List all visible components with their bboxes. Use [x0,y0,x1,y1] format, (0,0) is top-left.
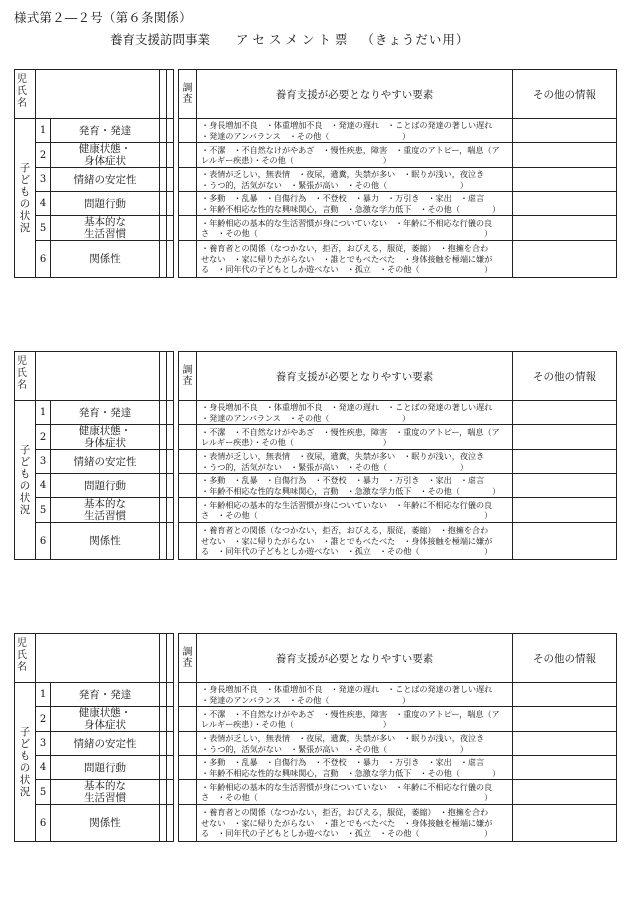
row-number: 3 [36,168,51,192]
survey-check-cell[interactable] [179,425,197,450]
check-cell[interactable] [167,401,174,425]
row-category-label: 健康状態・ 身体症状 [51,143,160,168]
row-category-label: 健康状態・ 身体症状 [51,425,160,450]
factor-description: ・身長増加不良 ・体重増加不良 ・発達の遅れ ・ことばの発達の著しい遅れ ・発達のアンバランス ・その他（ ） [197,683,513,707]
other-info-cell[interactable] [513,450,617,474]
assessment-row [15,523,617,560]
row-category-label: 問題行動 [51,192,160,216]
survey-check-cell[interactable] [179,401,197,425]
other-info-cell[interactable] [513,732,617,756]
survey-check-cell[interactable] [179,168,197,192]
factors-header: 養育支援が必要となりやすい要素 [197,70,513,119]
other-info-cell[interactable] [513,119,617,143]
check-cell[interactable] [167,474,174,498]
factor-description: ・表情が乏しい，無表情 ・夜尿，遺糞，失禁が多い ・眠りが浅い，夜泣き ・うつ的，活気がない ・緊張が高い ・その他（ ） [197,732,513,756]
factor-description: ・表情が乏しい，無表情 ・夜尿，遺糞，失禁が多い ・眠りが浅い，夜泣き ・うつ的，活気がない ・緊張が高い ・その他（ ） [197,168,513,192]
check-cell[interactable] [160,732,167,756]
assessment-row [15,498,617,523]
survey-check-cell[interactable] [179,241,197,278]
factor-description: ・不潔 ・不自然なけがやあざ ・慢性疾患，障害 ・重度のアトピー，喘息（ア レルギー疾患）・その他（ ） [197,425,513,450]
assessment-table [14,69,617,278]
survey-check-cell[interactable] [179,805,197,842]
check-cell[interactable] [160,683,167,707]
row-number: 1 [36,119,51,143]
survey-check-cell[interactable] [179,780,197,805]
other-info-cell[interactable] [513,805,617,842]
assessment-row [15,780,617,805]
other-info-cell[interactable] [513,143,617,168]
check-cell[interactable] [167,168,174,192]
assessment-row [15,732,617,756]
other-info-cell[interactable] [513,192,617,216]
row-number: 5 [36,780,51,805]
check-cell[interactable] [160,241,167,278]
other-info-header: その他の情報 [513,70,617,119]
assessment-row [15,168,617,192]
other-info-cell[interactable] [513,498,617,523]
factor-description: ・不潔 ・不自然なけがやあざ ・慢性疾患，障害 ・重度のアトピー，喘息（ア レルギー疾患）・その他（ ） [197,707,513,732]
check-cell[interactable] [160,756,167,780]
row-category-label: 発育・発達 [51,401,160,425]
child-name-label: 児 氏 名 [15,634,36,683]
other-info-cell[interactable] [513,216,617,241]
factor-description: ・不潔 ・不自然なけがやあざ ・慢性疾患，障害 ・重度のアトピー，喘息（ア レルギー疾患）・その他（ ） [197,143,513,168]
survey-check-cell[interactable] [179,732,197,756]
factor-description: ・多動 ・乱暴 ・自傷行為 ・不登校 ・暴力 ・万引き ・家出 ・虐言 ・年齢不相応な性的な興味関心，言動 ・急激な学力低下 ・その他（ ） [197,756,513,780]
other-info-cell[interactable] [513,756,617,780]
form-number: 様式第２―２号（第６条関係） [14,10,192,25]
survey-check-cell[interactable] [179,119,197,143]
assessment-row [15,401,617,425]
row-number: 6 [36,241,51,278]
survey-header: 調 査 [179,70,197,119]
factor-description: ・多動 ・乱暴 ・自傷行為 ・不登校 ・暴力 ・万引き ・家出 ・虐言 ・年齢不相応な性的な興味関心，言動 ・急激な学力低下 ・その他（ ） [197,192,513,216]
assessment-form-2 [14,351,616,560]
other-info-cell[interactable] [513,683,617,707]
row-category-label: 情緒の安定性 [51,168,160,192]
survey-check-cell[interactable] [179,143,197,168]
row-number: 5 [36,216,51,241]
row-number: 6 [36,805,51,842]
row-category-label: 情緒の安定性 [51,732,160,756]
check-cell[interactable] [167,756,174,780]
assessment-row [15,143,617,168]
other-info-cell[interactable] [513,168,617,192]
row-category-label: 基本的な 生活習慣 [51,780,160,805]
check-cell[interactable] [160,216,167,241]
check-cell[interactable] [167,119,174,143]
factor-description: ・養育者との関係（なつかない，拒否，おびえる，服従，萎縮） ・抱擁を合わ せない ・家に帰りたがらない ・誰とでもべたべた ・身体接触を極端に嫌が る ・同年代の子どもとしか遊べない ・孤立 ・その他（ ） [197,805,513,842]
assessment-row [15,192,617,216]
check-cell[interactable] [167,732,174,756]
other-info-cell[interactable] [513,425,617,450]
survey-check-cell[interactable] [179,192,197,216]
row-category-label: 関係性 [51,805,160,842]
survey-check-cell[interactable] [179,450,197,474]
check-cell[interactable] [167,216,174,241]
row-number: 2 [36,707,51,732]
assessment-row [15,683,617,707]
section-label-child-status: 子 ど も の 状 況 [15,683,36,842]
check-cell[interactable] [160,474,167,498]
check-cell[interactable] [167,523,174,560]
check-cell[interactable] [167,450,174,474]
row-category-label: 基本的な 生活習慣 [51,498,160,523]
assessment-row [15,119,617,143]
other-info-header: その他の情報 [513,634,617,683]
survey-check-cell[interactable] [179,707,197,732]
check-cell[interactable] [160,523,167,560]
check-cell[interactable] [160,352,167,401]
factors-header: 養育支援が必要となりやすい要素 [197,352,513,401]
check-cell[interactable] [167,498,174,523]
factor-description: ・身長増加不良 ・体重増加不良 ・発達の遅れ ・ことばの発達の著しい遅れ ・発達のアンバランス ・その他（ ） [197,119,513,143]
row-category-label: 発育・発達 [51,119,160,143]
check-cell[interactable] [160,634,167,683]
other-info-cell[interactable] [513,474,617,498]
factor-description: ・年齢相応の基本的な生活習慣が身についていない ・年齢に不相応な行儀の良 さ ・その他（ ） [197,780,513,805]
check-cell[interactable] [167,352,174,401]
row-category-label: 問題行動 [51,756,160,780]
check-cell[interactable] [167,143,174,168]
assessment-row [15,474,617,498]
check-cell[interactable] [160,401,167,425]
assessment-row [15,241,617,278]
row-number: 4 [36,474,51,498]
other-info-cell[interactable] [513,707,617,732]
survey-header: 調 査 [179,634,197,683]
assessment-row [15,756,617,780]
survey-check-cell[interactable] [179,756,197,780]
assessment-table [14,351,617,560]
row-category-label: 基本的な 生活習慣 [51,216,160,241]
child-name-label: 児 氏 名 [15,352,36,401]
row-number: 2 [36,143,51,168]
row-number: 3 [36,732,51,756]
assessment-form-1 [14,69,616,278]
factor-description: ・多動 ・乱暴 ・自傷行為 ・不登校 ・暴力 ・万引き ・家出 ・虐言 ・年齢不相応な性的な興味関心，言動 ・急激な学力低下 ・その他（ ） [197,474,513,498]
row-number: 4 [36,756,51,780]
check-cell[interactable] [167,707,174,732]
check-cell[interactable] [160,143,167,168]
factor-description: ・身長増加不良 ・体重増加不良 ・発達の遅れ ・ことばの発達の著しい遅れ ・発達のアンバランス ・その他（ ） [197,401,513,425]
row-number: 1 [36,401,51,425]
row-number: 6 [36,523,51,560]
survey-check-cell[interactable] [179,498,197,523]
assessment-row [15,450,617,474]
check-cell[interactable] [167,634,174,683]
section-label-child-status: 子 ど も の 状 況 [15,401,36,560]
check-cell[interactable] [160,805,167,842]
other-info-cell[interactable] [513,523,617,560]
assessment-form-3 [14,633,616,842]
check-cell[interactable] [167,70,174,119]
survey-header: 調 査 [179,352,197,401]
check-cell[interactable] [160,192,167,216]
survey-check-cell[interactable] [179,216,197,241]
assessment-table [14,633,617,842]
assessment-row [15,805,617,842]
factor-description: ・年齢相応の基本的な生活習慣が身についていない ・年齢に不相応な行儀の良 さ ・その他（ ） [197,498,513,523]
check-cell[interactable] [160,780,167,805]
row-category-label: 関係性 [51,523,160,560]
check-cell[interactable] [167,192,174,216]
other-info-header: その他の情報 [513,352,617,401]
assessment-row [15,425,617,450]
factor-description: ・養育者との関係（なつかない，拒否，おびえる，服従，萎縮） ・抱擁を合わ せない ・家に帰りたがらない ・誰とでもべたべた ・身体接触を極端に嫌が る ・同年代の子どもとしか遊べない ・孤立 ・その他（ ） [197,241,513,278]
row-category-label: 情緒の安定性 [51,450,160,474]
check-cell[interactable] [160,119,167,143]
factors-header: 養育支援が必要となりやすい要素 [197,634,513,683]
survey-check-cell[interactable] [179,683,197,707]
factor-description: ・表情が乏しい，無表情 ・夜尿，遺糞，失禁が多い ・眠りが浅い，夜泣き ・うつ的，活気がない ・緊張が高い ・その他（ ） [197,450,513,474]
row-number: 5 [36,498,51,523]
row-category-label: 発育・発達 [51,683,160,707]
assessment-row [15,216,617,241]
check-cell[interactable] [167,683,174,707]
row-number: 4 [36,192,51,216]
program-name: 養育支援訪問事業 [110,32,211,47]
factor-description: ・養育者との関係（なつかない，拒否，おびえる，服従，萎縮） ・抱擁を合わ せない ・家に帰りたがらない ・誰とでもべたべた ・身体接触を極端に嫌が る ・同年代の子どもとしか遊べない ・孤立 ・その他（ ） [197,523,513,560]
check-cell[interactable] [160,498,167,523]
row-category-label: 健康状態・ 身体症状 [51,707,160,732]
check-cell[interactable] [160,70,167,119]
assessment-row [15,707,617,732]
document-heading [110,30,469,48]
check-cell[interactable] [167,805,174,842]
other-info-cell[interactable] [513,241,617,278]
child-name-label: 児 氏 名 [15,70,36,119]
child-name-field[interactable] [36,352,160,401]
check-cell[interactable] [167,425,174,450]
check-cell[interactable] [167,780,174,805]
document-title: アセスメント票 [236,32,352,47]
row-category-label: 問題行動 [51,474,160,498]
check-cell[interactable] [160,425,167,450]
check-cell[interactable] [160,168,167,192]
row-category-label: 関係性 [51,241,160,278]
document-subtitle: （きょうだい用） [361,32,470,47]
other-info-cell[interactable] [513,401,617,425]
child-name-field[interactable] [36,634,160,683]
check-cell[interactable] [160,707,167,732]
row-number: 3 [36,450,51,474]
section-label-child-status: 子 ど も の 状 況 [15,119,36,278]
check-cell[interactable] [160,450,167,474]
survey-check-cell[interactable] [179,523,197,560]
factor-description: ・年齢相応の基本的な生活習慣が身についていない ・年齢に不相応な行儀の良 さ ・その他（ ） [197,216,513,241]
other-info-cell[interactable] [513,780,617,805]
check-cell[interactable] [167,241,174,278]
row-number: 2 [36,425,51,450]
child-name-field[interactable] [36,70,160,119]
survey-check-cell[interactable] [179,474,197,498]
row-number: 1 [36,683,51,707]
